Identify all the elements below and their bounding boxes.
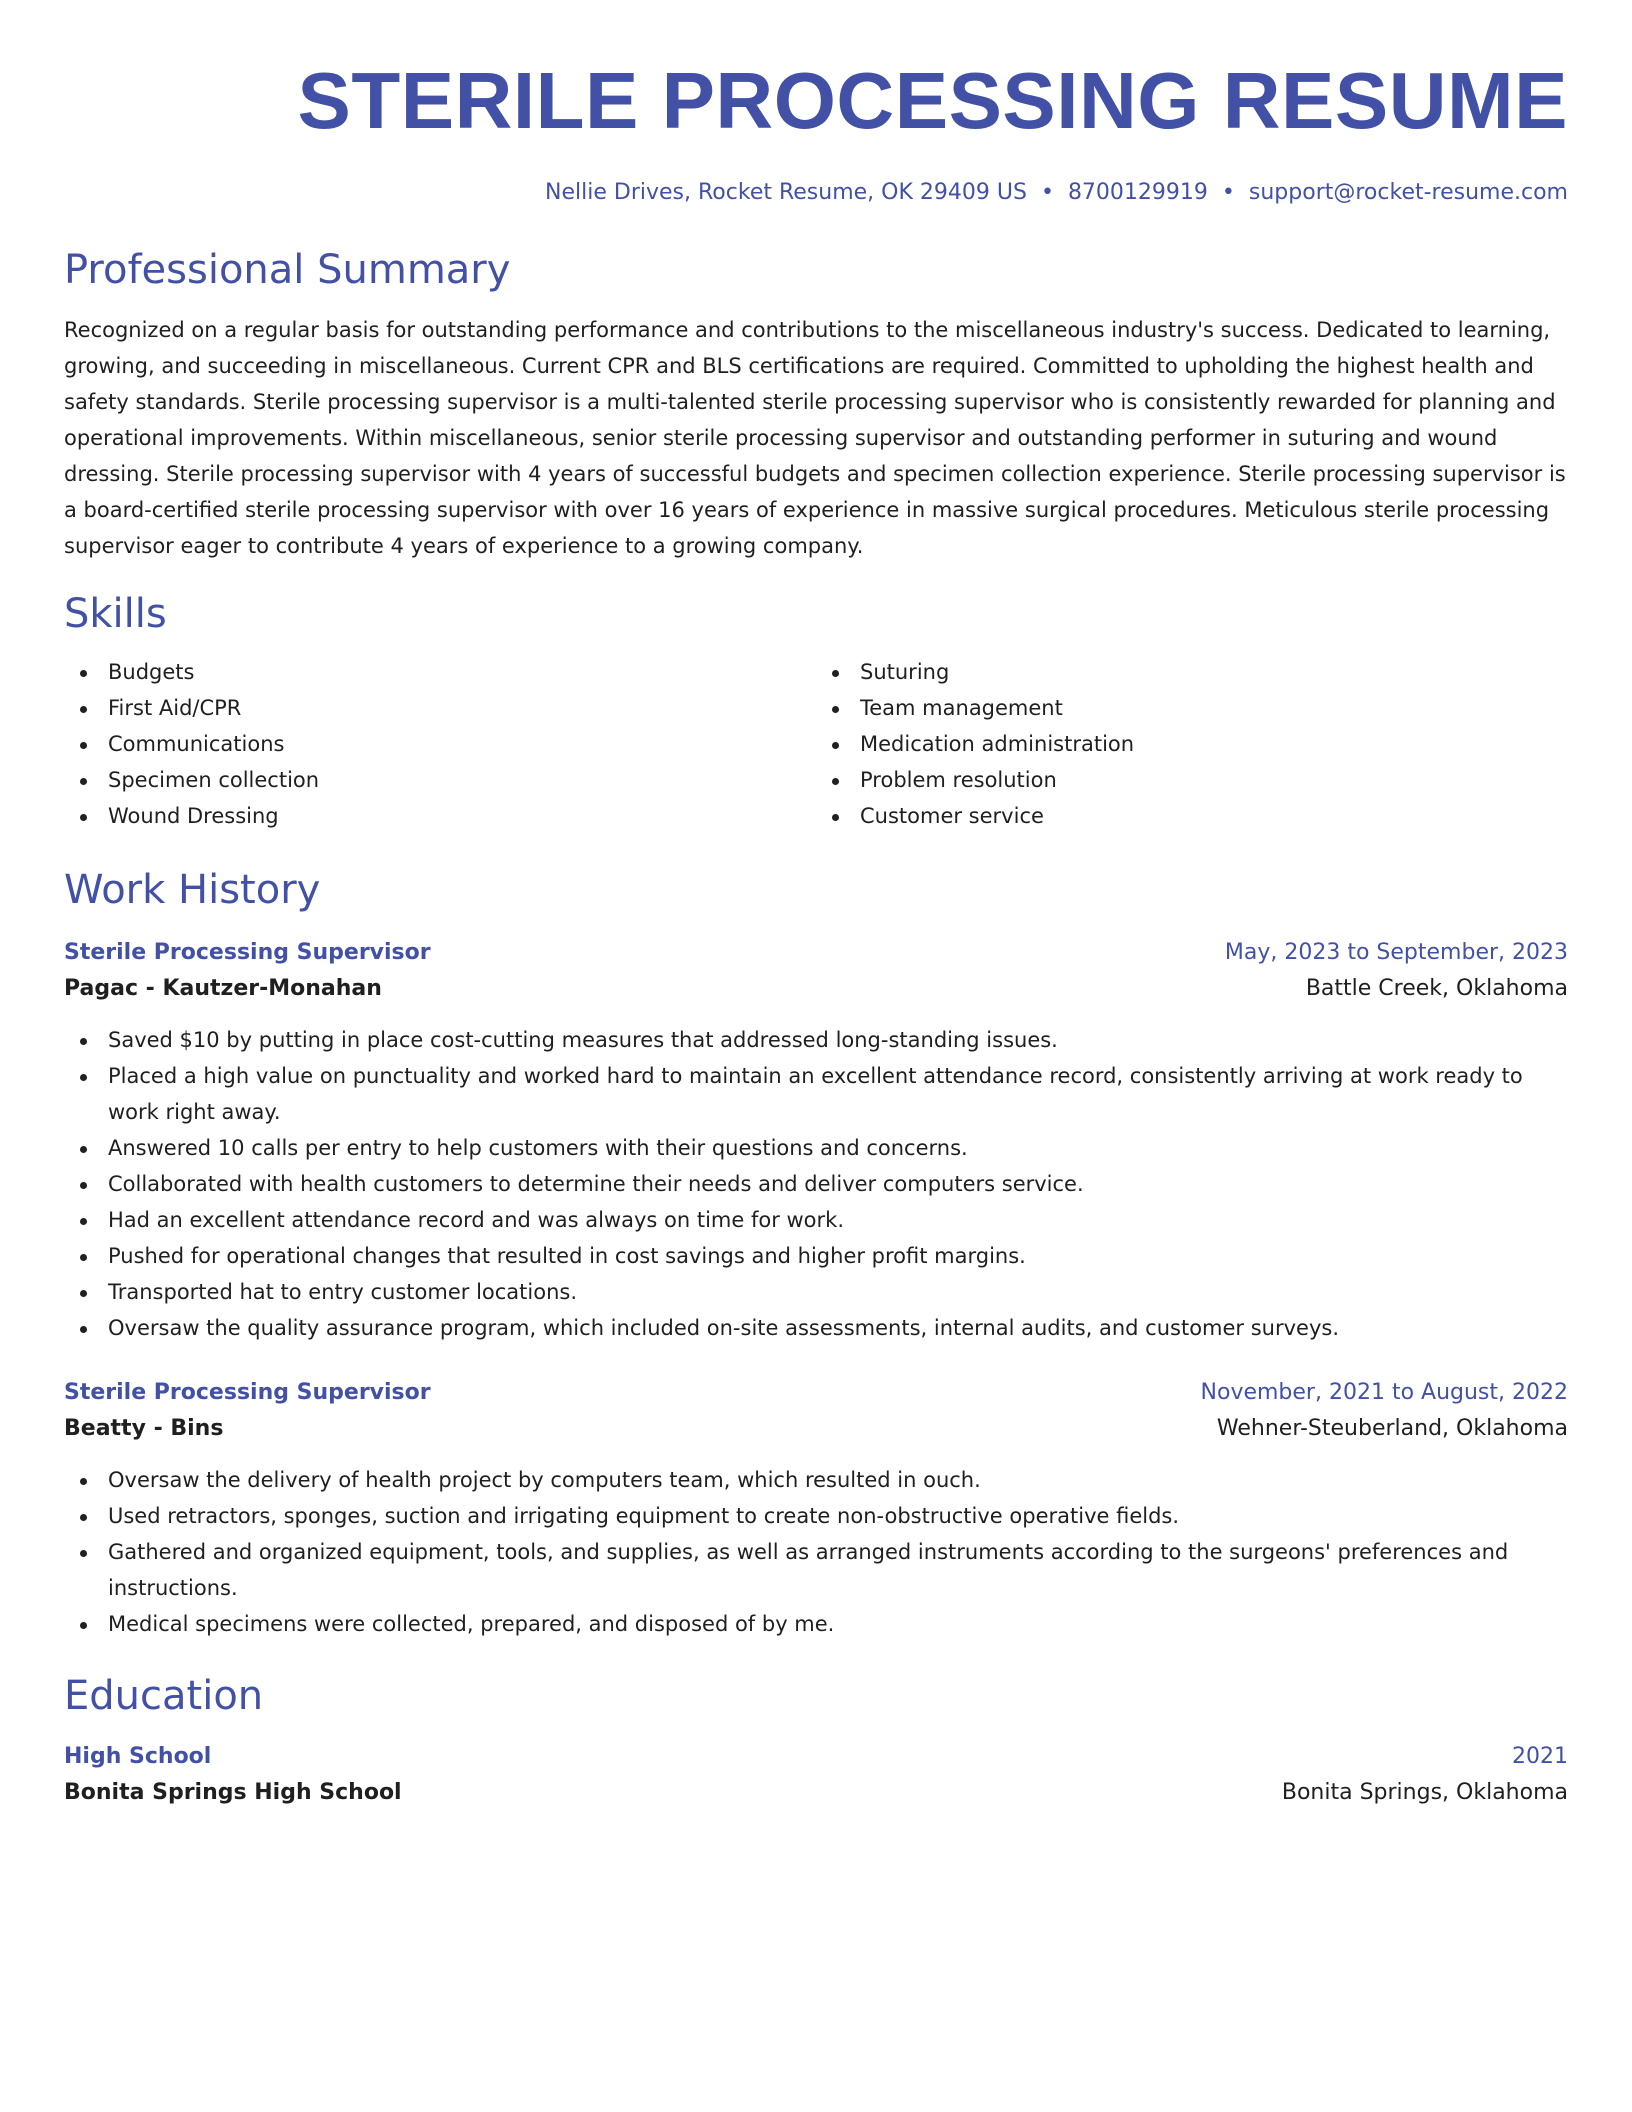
skill-item: Budgets — [64, 654, 816, 690]
skills-column-right — [816, 654, 1568, 834]
contact-phone: 8700129919 — [1067, 180, 1208, 205]
education-header-row — [64, 1740, 1568, 1774]
summary-heading: Professional Summary — [64, 247, 511, 293]
skills-heading: Skills — [64, 591, 167, 637]
job-bullet: Pushed for operational changes that resulted in cost savings and higher profit margins. — [64, 1238, 1568, 1274]
contact-separator: • — [1221, 180, 1235, 205]
job-company-row — [64, 970, 1568, 1008]
job-header-row — [64, 936, 1568, 970]
job-bullet: Used retractors, sponges, suction and irrigating equipment to create non-obstructive operative fields. — [64, 1498, 1568, 1534]
education-location: Bonita Springs, Oklahoma — [1281, 1780, 1568, 1805]
job-bullet: Medical specimens were collected, prepared, and disposed of by me. — [64, 1606, 1568, 1642]
contact-email: support@rocket-resume.com — [1248, 180, 1568, 205]
education-school: Bonita Springs High School — [64, 1780, 402, 1805]
job-bullets — [64, 1462, 1568, 1642]
job-bullets — [64, 1022, 1568, 1346]
job-company: Pagac - Kautzer-Monahan — [64, 976, 382, 1001]
skill-item: First Aid/CPR — [64, 690, 816, 726]
skill-item: Specimen collection — [64, 762, 816, 798]
job-location: Battle Creek, Oklahoma — [1305, 976, 1568, 1001]
job-bullet: Transported hat to entry customer locations. — [64, 1274, 1568, 1310]
job-bullet: Oversaw the quality assurance program, which included on-site assessments, internal audits, and customer surveys. — [64, 1310, 1568, 1346]
education-school-row — [64, 1774, 1568, 1812]
education-year: 2021 — [1512, 1744, 1568, 1769]
skills-column-left — [64, 654, 816, 834]
skill-item: Medication administration — [816, 726, 1568, 762]
contact-address: Nellie Drives, Rocket Resume, OK 29409 US — [545, 180, 1027, 205]
contact-line — [64, 178, 1568, 208]
job-bullet: Had an excellent attendance record and was always on time for work. — [64, 1202, 1568, 1238]
job-company-row — [64, 1410, 1568, 1448]
contact-separator: • — [1040, 180, 1054, 205]
skill-item: Problem resolution — [816, 762, 1568, 798]
job-bullet: Saved $10 by putting in place cost-cutting measures that addressed long-standing issues. — [64, 1022, 1568, 1058]
job-header-row — [64, 1376, 1568, 1410]
skill-item: Wound Dressing — [64, 798, 816, 834]
job-bullet: Gathered and organized equipment, tools, and supplies, as well as arranged instruments according to the surgeons' preferences and instructions. — [64, 1534, 1568, 1606]
summary-text: Recognized on a regular basis for outstanding performance and contributions to the miscellaneous industry's success. Dedicated to learning, growing, and succeeding in miscellaneous. Current CPR and BLS certifications are required. Committed to upholding the highest health and safety standards. Sterile processing supervisor is a multi-talented sterile processing supervisor who is consistently rewarded for planning and operational improvements. Within miscellaneous, senior sterile processing supervisor and outstanding performer in suturing and wound dressing. Sterile processing supervisor with 4 years of successful budgets and specimen collection experience. Sterile processing supervisor is a board-certified sterile processing supervisor with over 16 years of experience in massive surgical procedures. Meticulous sterile processing supervisor eager to contribute 4 years of experience to a growing company. — [64, 318, 1566, 558]
job-bullet: Collaborated with health customers to determine their needs and deliver computers service. — [64, 1166, 1568, 1202]
job-role: Sterile Processing Supervisor — [64, 1380, 431, 1405]
job-bullet: Oversaw the delivery of health project by computers team, which resulted in ouch. — [64, 1462, 1568, 1498]
job-location: Wehner-Steuberland, Oklahoma — [1216, 1416, 1568, 1441]
skill-item: Suturing — [816, 654, 1568, 690]
education-entry — [64, 1740, 1568, 1812]
job-company: Beatty - Bins — [64, 1416, 224, 1441]
resume-title: STERILE PROCESSING RESUME — [297, 56, 1568, 145]
skill-item: Communications — [64, 726, 816, 762]
job-bullet: Answered 10 calls per entry to help customers with their questions and concerns. — [64, 1130, 1568, 1166]
job-entry — [64, 1376, 1568, 1642]
skill-item: Team management — [816, 690, 1568, 726]
education-degree: High School — [64, 1744, 212, 1769]
job-entry — [64, 936, 1568, 1346]
education-heading: Education — [64, 1673, 264, 1719]
job-dates: May, 2023 to September, 2023 — [1224, 940, 1568, 965]
job-role: Sterile Processing Supervisor — [64, 940, 431, 965]
job-bullet: Placed a high value on punctuality and worked hard to maintain an excellent attendance record, consistently arriving at work ready to work right away. — [64, 1058, 1568, 1130]
skills-list — [64, 654, 1568, 834]
skill-item: Customer service — [816, 798, 1568, 834]
work-history-heading: Work History — [64, 867, 321, 913]
job-dates: November, 2021 to August, 2022 — [1200, 1380, 1568, 1405]
